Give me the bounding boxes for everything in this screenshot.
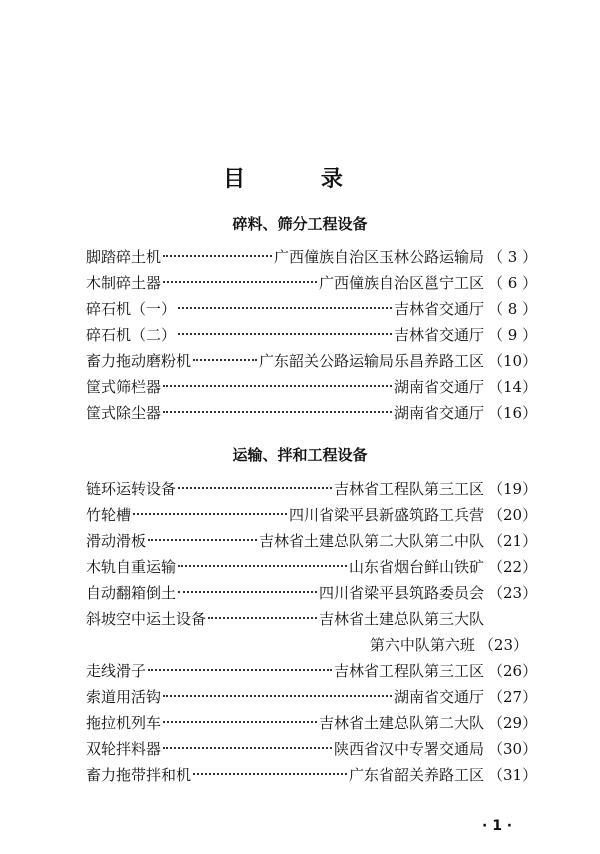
toc-entry-source: 湖南省交通厅 xyxy=(393,378,484,396)
toc-entry-page: （29） xyxy=(488,714,538,732)
toc-entry xyxy=(86,660,538,686)
toc-entry xyxy=(86,246,538,272)
leader-dots xyxy=(163,385,392,387)
leader-dots xyxy=(178,487,332,489)
toc-entry-title: 筐式筛栏器 xyxy=(86,378,162,396)
toc-entry-title: 碎石机（二） xyxy=(86,326,177,344)
toc-entry-title: 碎石机（一） xyxy=(86,300,177,318)
toc-entry-source: 广东省韶关养路工区 xyxy=(348,766,484,784)
toc-entry-page: （21） xyxy=(488,532,538,550)
toc-entry-source: 四川省梁平县筑路委员会 xyxy=(318,584,484,602)
toc-entry-page: （31） xyxy=(488,766,538,784)
leader-dots xyxy=(193,773,347,775)
toc-entry xyxy=(86,764,538,790)
toc-entry-source: 吉林省土建总队第三大队 xyxy=(318,610,484,628)
leader-dots xyxy=(163,747,332,749)
toc-entry-source: 广西僮族自治区玉林公路运输局 xyxy=(273,248,484,266)
toc-entry-source: 吉林省土建总队第二大队第二中队 xyxy=(258,532,484,550)
toc-entry-source: 吉林省土建总队第二大队 xyxy=(318,714,484,732)
toc-entry xyxy=(86,350,538,376)
page-number: · 1 · xyxy=(482,818,513,834)
toc-entry-page: （26） xyxy=(488,662,538,680)
toc-entry-source: 吉林省交通厅 xyxy=(393,300,484,318)
toc-entry xyxy=(86,298,538,324)
toc-entry-source: 吉林省工程队第三工区 xyxy=(333,662,484,680)
leader-dots xyxy=(178,307,392,309)
toc-entry xyxy=(86,324,538,350)
leader-dots xyxy=(163,721,317,723)
toc-entry xyxy=(86,402,538,428)
toc-entry-title: 斜坡空中运土设备 xyxy=(86,610,207,628)
leader-dots xyxy=(148,539,257,541)
leader-dots xyxy=(178,565,347,567)
toc-entry-source: 四川省梁平县新盛筑路工兵营 xyxy=(288,506,484,524)
toc-section-crushing xyxy=(86,246,538,428)
toc-entry-source: 吉林省工程队第三工区 xyxy=(333,480,484,498)
toc-entry-page: （ 3 ） xyxy=(488,248,538,266)
leader-dots xyxy=(208,617,317,619)
toc-entry xyxy=(86,686,538,712)
toc-entry-page: （10） xyxy=(488,352,538,370)
toc-entry-source: 第六中队第六班 xyxy=(369,636,475,654)
leader-dots xyxy=(133,513,287,515)
toc-entry xyxy=(86,582,538,608)
toc-entry-page: （14） xyxy=(488,378,538,396)
toc-entry-title: 畜力拖动磨粉机 xyxy=(86,352,192,370)
leader-dots xyxy=(163,411,392,413)
toc-entry-title: 筐式除尘器 xyxy=(86,404,162,422)
toc-entry-page: （16） xyxy=(488,404,538,422)
toc-entry-page: （30） xyxy=(488,740,538,758)
toc-section-transport xyxy=(86,478,538,790)
leader-dots xyxy=(163,281,317,283)
toc-entry-title: 自动翻箱倒土 xyxy=(86,584,177,602)
toc-entry-page: （23） xyxy=(488,584,538,602)
toc-entry-page: （22） xyxy=(488,558,538,576)
toc-entry-source: 山东省烟台鲜山铁矿 xyxy=(348,558,484,576)
toc-entry-page: （ 6 ） xyxy=(488,274,538,292)
toc-entry-page: （23） xyxy=(478,636,528,654)
leader-dots xyxy=(163,695,392,697)
leader-dots xyxy=(193,359,257,361)
toc-entry-title: 畜力拖带拌和机 xyxy=(86,766,192,784)
leader-dots xyxy=(163,255,272,257)
section-heading-transport: 运输、拌和工程设备 xyxy=(232,446,368,464)
toc-entry-page: （ 9 ） xyxy=(488,326,538,344)
toc-entry-source: 陕西省汉中专署交通局 xyxy=(333,740,484,758)
toc-entry xyxy=(86,272,538,298)
toc-entry xyxy=(86,738,538,764)
toc-entry-title: 木轨自重运输 xyxy=(86,558,177,576)
toc-entry xyxy=(86,608,528,634)
leader-dots xyxy=(178,333,392,335)
toc-entry xyxy=(86,478,538,504)
toc-entry-source: 湖南省交通厅 xyxy=(393,404,484,422)
toc-entry-source: 广西僮族自治区邕宁工区 xyxy=(318,274,484,292)
toc-entry-page: （ 8 ） xyxy=(488,300,538,318)
toc-entry xyxy=(86,504,538,530)
toc-entry-title: 索道用活钩 xyxy=(86,688,162,706)
toc-entry xyxy=(86,376,538,402)
toc-entry xyxy=(86,712,538,738)
toc-entry-source: 广东韶关公路运输局乐昌养路工区 xyxy=(258,352,484,370)
leader-dots xyxy=(178,591,317,593)
toc-entry-page: （27） xyxy=(488,688,538,706)
page-title: 目 录 xyxy=(223,167,377,192)
toc-entry-title: 走线滑子 xyxy=(86,662,147,680)
toc-entry-page: （19） xyxy=(488,480,538,498)
toc-entry-continuation xyxy=(86,634,528,660)
toc-entry-source: 湖南省交通厅 xyxy=(393,688,484,706)
toc-entry-page: （20） xyxy=(488,506,538,524)
toc-entry-title: 竹轮槽 xyxy=(86,506,132,524)
toc-entry-title: 滑动滑板 xyxy=(86,532,147,550)
leader-dots xyxy=(148,669,332,671)
toc-entry-title: 脚踏碎土机 xyxy=(86,248,162,266)
toc-entry-title: 链环运转设备 xyxy=(86,480,177,498)
toc-entry-title: 木制碎土器 xyxy=(86,274,162,292)
toc-entry-title: 拖拉机列车 xyxy=(86,714,162,732)
toc-entry xyxy=(86,556,538,582)
section-heading-crushing: 碎料、筛分工程设备 xyxy=(232,215,368,233)
toc-entry-source: 吉林省交通厅 xyxy=(393,326,484,344)
toc-entry-title: 双轮拌料器 xyxy=(86,740,162,758)
toc-entry xyxy=(86,530,538,556)
